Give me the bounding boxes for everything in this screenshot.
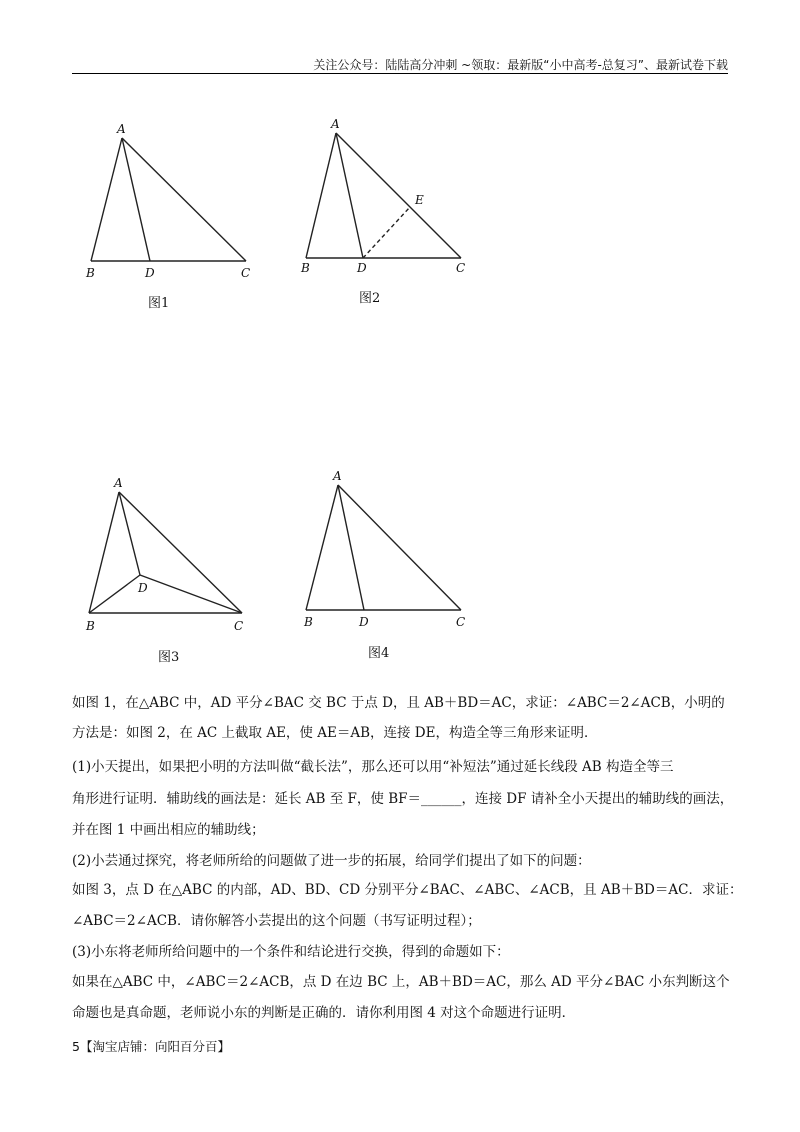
point-label-e: E	[415, 193, 424, 207]
problem-line-4: 角形进行证明．辅助线的画法是：延长 AB 至 F，使 BF＝______，连接 DF 请补全小天提出的辅助线的画法，	[72, 791, 734, 807]
point-label-c: C	[456, 261, 466, 275]
problem-line-1: 如图 1，在△ABC 中，AD 平分∠BAC 交 BC 于点 D，且 AB＋BD＝AC，求证：∠ABC＝2∠ACB，小明的	[72, 695, 725, 711]
figure-2-caption: 图2	[359, 291, 381, 306]
point-label-a: A	[114, 476, 123, 490]
problem-line-2: 方法是：如图 2，在 AC 上截取 AE，使 AE＝AB，连接 DE，构造全等三角形来证明．	[72, 725, 598, 741]
problem-line-5: 并在图 1 中画出相应的辅助线；	[72, 822, 265, 838]
problem-line-9: (3)小东将老师所给问题中的一个条件和结论进行交换，得到的命题如下：	[72, 944, 510, 960]
problem-line-8: ∠ABC＝2∠ACB．请你解答小芸提出的这个问题（书写证明过程）；	[72, 913, 481, 929]
point-label-b: B	[301, 261, 310, 275]
page-header-text: 关注公众号：陆陆高分冲刺 ~领取：最新版“小中高考-总复习”、最新试卷下载	[313, 58, 728, 72]
segment-ac	[338, 485, 461, 610]
problem-line-10: 如果在△ABC 中，∠ABC＝2∠ACB，点 D 在边 BC 上，AB＋BD＝AC，那么 AD 平分∠BAC 小东判断这个	[72, 974, 730, 990]
point-label-b: B	[86, 266, 95, 280]
problem-line-6: (2)小芸通过探究，将老师所给的问题做了进一步的拓展，给同学们提出了如下的问题：	[72, 853, 591, 869]
segment-ad	[338, 485, 364, 610]
problem-line-7: 如图 3，点 D 在△ABC 的内部，AD、BD、CD 分别平分∠BAC、∠ABC、∠ACB，且 AB＋BD＝AC．求证：	[72, 882, 743, 898]
point-label-d: D	[138, 581, 148, 595]
figure-1-caption: 图1	[148, 296, 170, 311]
figure-4-caption: 图4	[368, 646, 390, 661]
point-label-b: B	[304, 615, 313, 629]
point-label-d: D	[145, 266, 155, 280]
point-label-a: A	[333, 469, 342, 483]
point-label-c: C	[234, 619, 244, 633]
problem-line-3: (1)小天提出，如果把小明的方法叫做“截长法”，那么还可以用“补短法”通过延长线段 AB 构造全等三	[72, 759, 674, 775]
problem-line-11: 命题也是真命题，老师说小东的判断是正确的．请你利用图 4 对这个命题进行证明．	[72, 1005, 576, 1021]
segment-ab	[306, 485, 338, 610]
point-label-c: C	[241, 266, 251, 280]
point-label-d: D	[357, 261, 367, 275]
page-footer: 5【淘宝店铺：向阳百分百】	[72, 1039, 230, 1054]
point-label-b: B	[86, 619, 95, 633]
point-label-a: A	[331, 117, 340, 131]
point-label-d: D	[359, 615, 369, 629]
figure-3-caption: 图3	[158, 650, 180, 665]
point-label-c: C	[456, 615, 466, 629]
point-label-a: A	[117, 122, 126, 136]
